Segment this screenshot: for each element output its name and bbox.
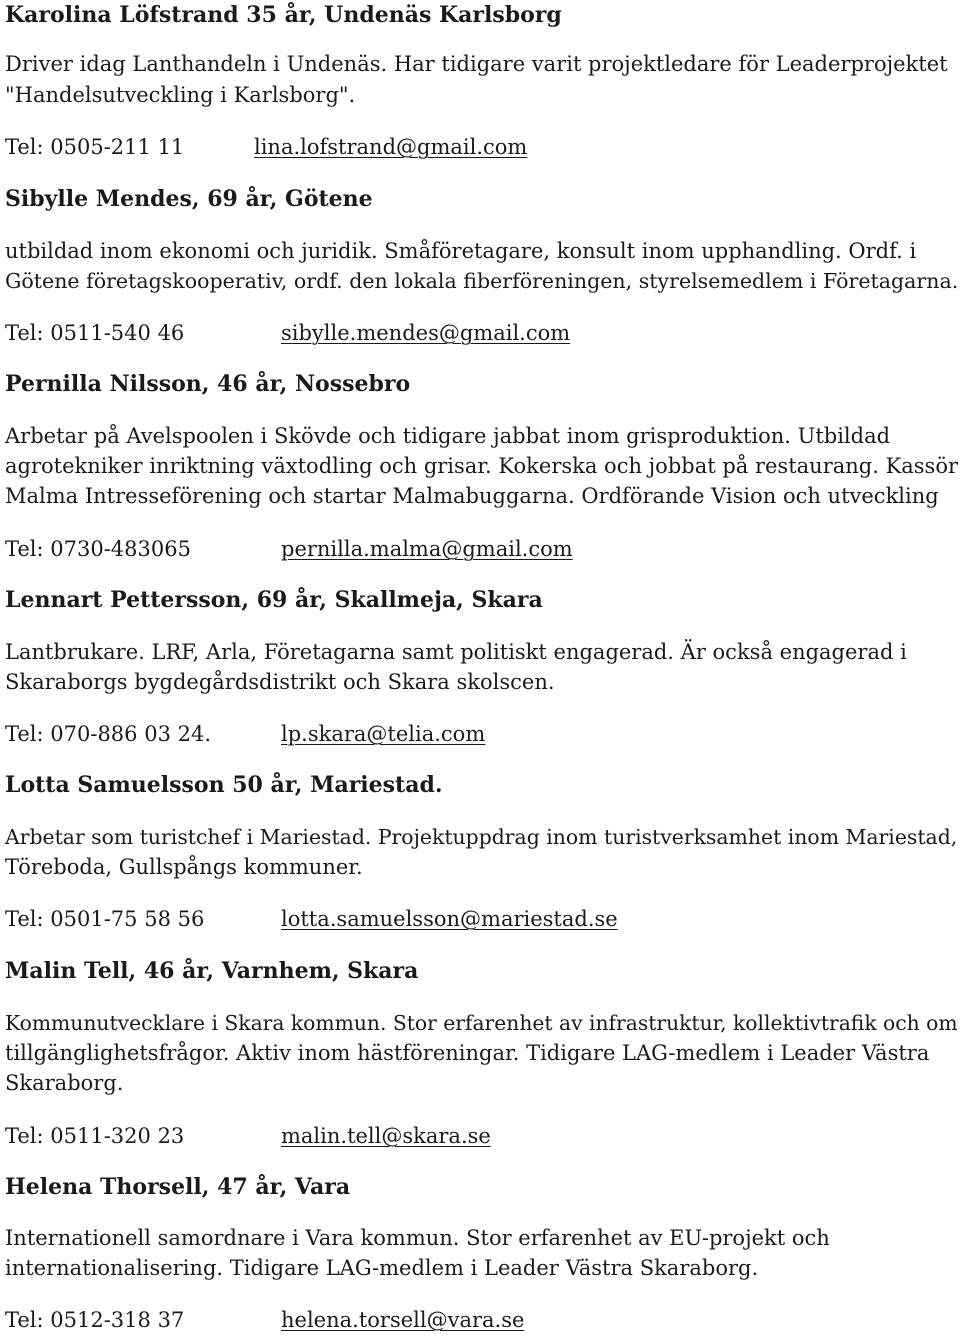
- entry-bio-line: Arbetar på Avelspoolen i Skövde och tidigare jabbat inom grisproduktion. Utbildad: [5, 424, 891, 448]
- entry-name-malin: Malin Tell, 46 år, Varnhem, Skara: [5, 958, 419, 984]
- entry-email-link[interactable]: pernilla.malma@gmail.com: [281, 537, 573, 561]
- entry-bio-line: "Handelsutveckling i Karlsborg".: [5, 83, 356, 107]
- entry-bio-line: Skaraborg.: [5, 1071, 124, 1095]
- entry-bio-line: Skaraborgs bygdegårdsdistrikt och Skara skolscen.: [5, 670, 555, 694]
- entry-name-lennart: Lennart Pettersson, 69 år, Skallmeja, Skara: [5, 587, 543, 613]
- entry-bio-line: Arbetar som turistchef i Mariestad. Projektuppdrag inom turistverksamhet inom Mariestad,: [5, 825, 958, 849]
- entry-bio-line: Kommunutvecklare i Skara kommun. Stor erfarenhet av infrastruktur, kollektivtrafik och om: [5, 1011, 958, 1035]
- entry-phone: Tel: 0505-211 11: [5, 135, 185, 159]
- entry-phone: Tel: 0512-318 37: [5, 1308, 185, 1332]
- entry-bio-line: utbildad inom ekonomi och juridik. Småföretagare, konsult inom upphandling. Ordf. i: [5, 239, 917, 263]
- entry-phone: Tel: 0511-540 46: [5, 321, 185, 345]
- entry-email-link[interactable]: sibylle.mendes@gmail.com: [281, 321, 571, 345]
- entry-bio-line: tillgänglighetsfrågor. Aktiv inom hästföreningar. Tidigare LAG-medlem i Leader Västra: [5, 1041, 930, 1065]
- entry-phone: Tel: 070-886 03 24.: [5, 722, 212, 746]
- entry-phone: Tel: 0511-320 23: [5, 1124, 185, 1148]
- entry-name-karolina: Karolina Löfstrand 35 år, Undenäs Karlsborg: [5, 2, 562, 28]
- entry-phone: Tel: 0501-75 58 56: [5, 907, 205, 931]
- entry-bio-line: Töreboda, Gullspångs kommuner.: [5, 855, 363, 879]
- entry-phone: Tel: 0730-483065: [5, 537, 191, 561]
- entry-name-helena: Helena Thorsell, 47 år, Vara: [5, 1174, 351, 1200]
- entry-email-link[interactable]: helena.torsell@vara.se: [281, 1308, 525, 1332]
- entry-email-link[interactable]: lina.lofstrand@gmail.com: [254, 135, 528, 159]
- entry-email-link[interactable]: lp.skara@telia.com: [281, 722, 486, 746]
- entry-email-link[interactable]: malin.tell@skara.se: [281, 1124, 491, 1148]
- entry-email-link[interactable]: lotta.samuelsson@mariestad.se: [281, 907, 618, 931]
- entry-bio-line: internationalisering. Tidigare LAG-medlem i Leader Västra Skaraborg.: [5, 1256, 759, 1280]
- entry-bio-line: Götene företagskooperativ, ordf. den lokala fiberföreningen, styrelsemedlem i Företagarna.: [5, 269, 959, 293]
- entry-bio-line: Lantbrukare. LRF, Arla, Företagarna samt politiskt engagerad. Är också engagerad i: [5, 640, 907, 664]
- entry-name-lotta: Lotta Samuelsson 50 år, Mariestad.: [5, 772, 443, 798]
- entry-bio-line: Driver idag Lanthandeln i Undenäs. Har tidigare varit projektledare för Leaderprojektet: [5, 52, 948, 76]
- entry-bio-line: agrotekniker inriktning växtodling och grisar. Kokerska och jobbat på restaurang. Kassör: [5, 454, 959, 478]
- entry-name-pernilla: Pernilla Nilsson, 46 år, Nossebro: [5, 371, 411, 397]
- entry-bio-line: Internationell samordnare i Vara kommun. Stor erfarenhet av EU-projekt och: [5, 1226, 830, 1250]
- entry-bio-line: Malma Intresseförening och startar Malmabuggarna. Ordförande Vision och utveckling: [5, 484, 939, 508]
- entry-name-sibylle: Sibylle Mendes, 69 år, Götene: [5, 186, 373, 212]
